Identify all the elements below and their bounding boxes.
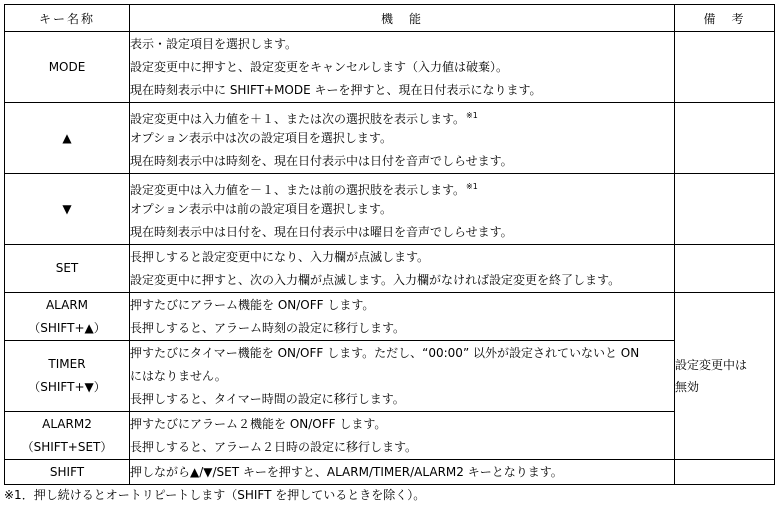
remarks-cell-empty (675, 245, 775, 293)
function-line: 長押しすると、タイマー時間の設定に移行します。 (130, 391, 405, 406)
function-line: 押しながら▲/▼/SET キーを押すと、ALARM/TIMER/ALARM2 キーとなります。 (130, 464, 563, 479)
function-line: 現在時刻表示中は日付を、現在日付表示中は曜日を音声でしらせます。 (130, 224, 513, 239)
function-line: 現在時刻表示中は時刻を、現在日付表示中は日付を音声でしらせます。 (130, 153, 513, 168)
header-key-name: キー名称 (5, 5, 130, 32)
function-line: 現在時刻表示中に SHIFT+MODE キーを押すと、現在日付表示になります。 (130, 82, 542, 97)
key-cell (5, 293, 130, 341)
key-cell (5, 460, 130, 485)
key-cell (5, 174, 130, 245)
function-line-text: 設定変更中は入力値を＋１、または次の選択肢を表示します。 (130, 111, 466, 126)
function-line: 押すたびにタイマー機能を ON/OFF します。ただし、“00:00” 以外が設定されていないと ON (130, 345, 640, 360)
function-line: オプション表示中は前の設定項目を選択します。 (130, 201, 392, 216)
key-label: SET (55, 261, 79, 275)
remarks-cell-empty (675, 460, 775, 485)
key-label: TIMER (48, 357, 86, 371)
function-line: 長押しすると、アラーム２日時の設定に移行します。 (130, 439, 418, 454)
remarks-cell-empty (675, 32, 775, 103)
function-line: 押すたびにアラーム２機能を ON/OFF します。 (130, 416, 387, 431)
key-label: SHIFT (49, 464, 85, 479)
function-line (130, 104, 674, 127)
footnote-mark: ※1 (466, 181, 478, 191)
function-cell (130, 460, 675, 485)
table-row (5, 293, 775, 341)
function-line: 長押しすると、アラーム時刻の設定に移行します。 (130, 320, 406, 335)
function-cell (130, 412, 675, 460)
key-label: ▲ (62, 130, 72, 145)
key-shortcut: （SHIFT+▲） (28, 320, 106, 335)
header-function: 機 能 (130, 5, 675, 32)
function-cell (130, 245, 675, 293)
function-cell (130, 103, 675, 174)
function-cell (130, 174, 675, 245)
function-line: 表示・設定項目を選択します。 (130, 36, 298, 51)
table-header-row (5, 5, 775, 32)
function-line: オプション表示中は次の設定項目を選択します。 (130, 130, 392, 145)
key-label: ALARM (45, 297, 89, 312)
function-line: にはなりません。 (130, 368, 227, 383)
remarks-cell-empty (675, 103, 775, 174)
remarks-line: 設定変更中は (675, 358, 748, 372)
key-label: ALARM2 (42, 416, 92, 431)
key-label: MODE (48, 59, 86, 74)
key-cell (5, 341, 130, 412)
function-cell (130, 32, 675, 103)
function-line: 設定変更中に押すと、次の入力欄が点滅します。入力欄がなければ設定変更を終了します。 (130, 272, 621, 287)
remarks-line: 無効 (675, 380, 700, 394)
function-cell (130, 293, 675, 341)
function-line (130, 175, 674, 198)
function-line: 押すたびにアラーム機能を ON/OFF します。 (130, 297, 375, 312)
function-line: 設定変更中に押すと、設定変更をキャンセルします（入力値は破棄）。 (130, 59, 509, 74)
table-row (5, 245, 775, 293)
key-cell (5, 32, 130, 103)
key-cell (5, 245, 130, 293)
function-line: 長押しすると設定変更中になり、入力欄が点滅します。 (130, 249, 430, 264)
table-row (5, 103, 775, 174)
footnote-mark: ※1 (466, 110, 478, 120)
footnote: ※1．押し続けるとオートリピートします（SHIFT を押しているときを除く）。 (4, 488, 426, 502)
key-cell (5, 412, 130, 460)
table-row (5, 412, 775, 460)
table-row (5, 32, 775, 103)
key-function-table (4, 4, 775, 485)
remarks-cell (675, 293, 775, 460)
header-remarks: 備 考 (675, 5, 775, 32)
key-shortcut: （SHIFT+▼） (28, 380, 106, 394)
key-label: ▼ (62, 201, 72, 216)
function-cell (130, 341, 675, 412)
function-line-text: 設定変更中は入力値を－１、または前の選択肢を表示します。 (130, 182, 466, 197)
table-row (5, 174, 775, 245)
remarks-cell-empty (675, 174, 775, 245)
key-shortcut: （SHIFT+SET） (21, 439, 113, 454)
table-row (5, 341, 775, 412)
key-cell (5, 103, 130, 174)
table-row (5, 460, 775, 485)
